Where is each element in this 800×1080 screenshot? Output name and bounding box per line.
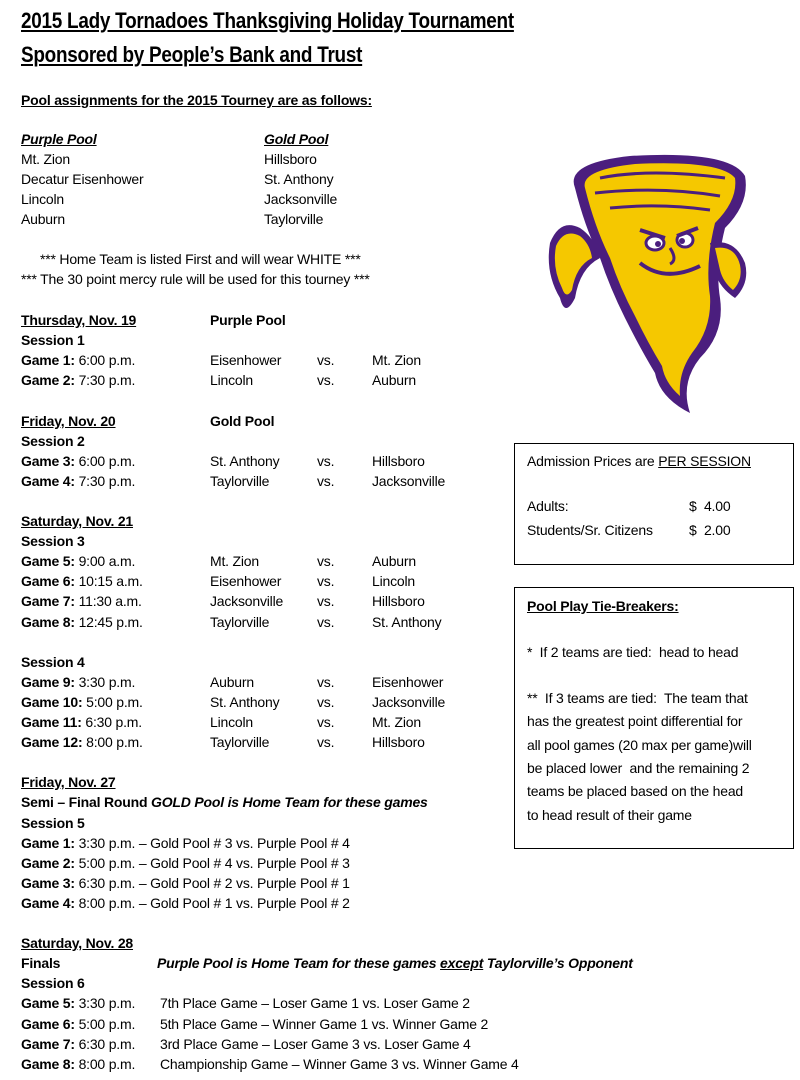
finals-label: Finals — [21, 955, 61, 971]
away-team: Mt. Zion — [372, 714, 421, 730]
day-heading: Friday, Nov. 27 — [21, 774, 116, 790]
pool-team: Lincoln — [21, 191, 64, 207]
pool-team: Decatur Eisenhower — [21, 171, 144, 187]
session-label: Session 5 — [21, 815, 85, 831]
session-label: Session 2 — [21, 433, 85, 449]
day-heading: Thursday, Nov. 19 — [21, 312, 137, 328]
tornado-body — [549, 155, 747, 413]
versus: vs. — [317, 714, 335, 730]
away-team: Jacksonville — [372, 473, 446, 489]
game-number: Game 1: — [21, 352, 75, 368]
finals-note — [157, 953, 633, 973]
home-team: Auburn — [210, 674, 254, 690]
game-desc: 5:00 p.m. – Gold Pool # 4 vs. Purple Pool # 3 — [78, 855, 350, 871]
title-line-2: Sponsored by People’s Bank and Trust — [21, 42, 363, 67]
game-time — [21, 712, 142, 732]
pool-name: Purple Pool — [21, 131, 97, 147]
versus: vs. — [317, 593, 335, 609]
game-time — [21, 370, 135, 390]
semi-game — [21, 833, 350, 853]
tornado-mascot-logo — [540, 148, 755, 420]
day-heading: Saturday, Nov. 21 — [21, 513, 134, 529]
session-label: Session 3 — [21, 533, 85, 549]
home-team: Mt. Zion — [210, 553, 259, 569]
away-team: St. Anthony — [372, 614, 442, 630]
final-game-desc: 3rd Place Game – Loser Game 3 vs. Loser Game 4 — [160, 1036, 471, 1052]
final-game-desc: 7th Place Game – Loser Game 1 vs. Loser Game 2 — [160, 995, 470, 1011]
pool-team: Auburn — [21, 211, 65, 227]
home-team: St. Anthony — [210, 453, 280, 469]
game-time-text: 7:30 p.m. — [78, 473, 136, 489]
game-number: Game 5: — [21, 553, 75, 569]
title-line-1: 2015 Lady Tornadoes Thanksgiving Holiday Tournament — [21, 8, 514, 33]
game-time — [21, 451, 135, 471]
rule-line: all pool games (20 max per game)will — [527, 736, 752, 753]
away-team: Eisenhower — [372, 674, 444, 690]
game-time — [21, 612, 143, 632]
home-team: Eisenhower — [210, 573, 282, 589]
game-time-text: 5:00 p.m. — [78, 1016, 136, 1032]
final-game-time — [21, 1054, 135, 1074]
session-label: Session 1 — [21, 332, 85, 348]
game-time-text: 6:00 p.m. — [78, 453, 136, 469]
home-team: Taylorville — [210, 473, 270, 489]
game-number: Game 4: — [21, 473, 75, 489]
versus: vs. — [317, 734, 335, 750]
note-text: Taylorville’s Opponent — [483, 955, 633, 971]
pool-team: Hillsboro — [264, 151, 317, 167]
versus: vs. — [317, 573, 335, 589]
versus: vs. — [317, 473, 335, 489]
game-number: Game 8: — [21, 614, 75, 630]
game-time — [21, 571, 143, 591]
home-team: Taylorville — [210, 734, 270, 750]
game-desc: 8:00 p.m. – Gold Pool # 1 vs. Purple Pool # 2 — [78, 895, 350, 911]
away-team: Jacksonville — [372, 694, 446, 710]
round-note: GOLD Pool is Home Team for these games — [151, 794, 428, 810]
versus: vs. — [317, 453, 335, 469]
game-number: Game 6: — [21, 1016, 75, 1032]
versus: vs. — [317, 614, 335, 630]
game-time-text: 7:30 p.m. — [78, 372, 136, 388]
away-team: Hillsboro — [372, 453, 425, 469]
game-time-text: 8:00 p.m. — [86, 734, 143, 750]
game-time — [21, 551, 135, 571]
note-text: Purple Pool is Home Team for these games — [157, 955, 441, 971]
pool-team: Mt. Zion — [21, 151, 70, 167]
away-team: Auburn — [372, 372, 416, 388]
pool-team: St. Anthony — [264, 171, 334, 187]
game-number: Game 7: — [21, 1036, 75, 1052]
home-team: Taylorville — [210, 614, 270, 630]
versus: vs. — [317, 553, 335, 569]
rule-line: be placed lower and the remaining 2 — [527, 759, 750, 776]
game-number: Game 10: — [21, 694, 83, 710]
rule-line: to head result of their game — [527, 806, 692, 823]
home-team: Lincoln — [210, 372, 253, 388]
game-time-text: 8:00 p.m. — [78, 1056, 136, 1072]
home-team: St. Anthony — [210, 694, 280, 710]
admission-prices-box — [514, 443, 794, 565]
game-time-text: 9:00 a.m. — [78, 553, 136, 569]
adults-label: Adults: — [527, 498, 569, 514]
game-number: Game 11: — [21, 714, 82, 730]
round-label: Semi – Final Round — [21, 794, 148, 810]
per-session-text: PER SESSION — [658, 453, 751, 469]
final-game-time — [21, 1014, 135, 1034]
home-team: Jacksonville — [210, 593, 284, 609]
versus: vs. — [317, 674, 335, 690]
mercy-rule-note: *** The 30 point mercy rule will be used for this tourney *** — [21, 271, 370, 287]
game-time — [21, 471, 135, 491]
versus: vs. — [317, 372, 335, 388]
versus: vs. — [317, 694, 335, 710]
game-time-text: 6:00 p.m. — [78, 352, 136, 368]
game-time — [21, 672, 135, 692]
final-game-time — [21, 1034, 135, 1054]
game-number: Game 3: — [21, 875, 75, 891]
game-time-text: 3:30 p.m. — [78, 674, 136, 690]
tie-breakers-box — [514, 587, 794, 849]
game-time-text: 12:45 p.m. — [78, 614, 143, 630]
admission-heading-text: Admission Prices are — [527, 453, 659, 469]
game-number: Game 3: — [21, 453, 75, 469]
tie-breakers-heading: Pool Play Tie-Breakers: — [527, 598, 679, 614]
game-number: Game 2: — [21, 372, 75, 388]
pool-name: Gold Pool — [264, 131, 329, 147]
game-time-text: 5:00 p.m. — [86, 694, 143, 710]
semi-game — [21, 893, 350, 913]
tie-breaker-rule-1: * If 2 teams are tied: head to head — [527, 644, 739, 660]
session-label: Session 4 — [21, 654, 85, 670]
note-except: except — [440, 955, 484, 971]
students-label: Students/Sr. Citizens — [527, 522, 653, 538]
game-time-text: 6:30 p.m. — [85, 714, 142, 730]
game-time-text: 6:30 p.m. — [78, 1036, 136, 1052]
game-number: Game 6: — [21, 573, 75, 589]
rule-line: has the greatest point differential for — [527, 713, 743, 730]
admission-heading — [527, 451, 751, 471]
day-pool: Purple Pool — [210, 312, 286, 328]
game-time — [21, 692, 143, 712]
game-time — [21, 350, 135, 370]
day-pool: Gold Pool — [210, 413, 275, 429]
semi-round — [21, 792, 428, 812]
final-game-time — [21, 993, 135, 1013]
rule-line: teams be placed based on the head — [527, 783, 744, 800]
game-number: Game 4: — [21, 895, 75, 911]
away-team: Mt. Zion — [372, 352, 421, 368]
home-team: Lincoln — [210, 714, 253, 730]
final-game-desc: 5th Place Game – Winner Game 1 vs. Winner Game 2 — [160, 1016, 489, 1032]
rule-line: ** If 3 teams are tied: The team that — [527, 690, 748, 706]
home-team-note: *** Home Team is listed First and will wear WHITE *** — [40, 251, 361, 267]
semi-game — [21, 873, 350, 893]
pool-assignments-heading: Pool assignments for the 2015 Tourney are as follows: — [21, 92, 372, 108]
away-team: Lincoln — [372, 573, 415, 589]
pool-team: Jacksonville — [264, 191, 338, 207]
game-number: Game 5: — [21, 995, 75, 1011]
semi-game — [21, 853, 350, 873]
game-number: Game 8: — [21, 1056, 75, 1072]
game-time-text: 3:30 p.m. — [78, 995, 136, 1011]
final-game-desc: Championship Game – Winner Game 3 vs. Winner Game 4 — [160, 1056, 519, 1072]
game-time-text: 10:15 a.m. — [78, 573, 143, 589]
away-team: Auburn — [372, 553, 416, 569]
day-heading: Friday, Nov. 20 — [21, 413, 116, 429]
day-heading: Saturday, Nov. 28 — [21, 935, 134, 951]
game-time — [21, 732, 143, 752]
game-number: Game 2: — [21, 855, 75, 871]
game-desc: 3:30 p.m. – Gold Pool # 3 vs. Purple Pool # 4 — [78, 835, 350, 851]
game-time-text: 11:30 a.m. — [78, 593, 142, 609]
session-label: Session 6 — [21, 975, 85, 991]
pool-team: Taylorville — [264, 211, 324, 227]
game-number: Game 1: — [21, 835, 75, 851]
home-team: Eisenhower — [210, 352, 282, 368]
versus: vs. — [317, 352, 335, 368]
game-number: Game 12: — [21, 734, 83, 750]
adults-price: $ 4.00 — [689, 498, 731, 514]
students-price: $ 2.00 — [689, 522, 731, 538]
away-team: Hillsboro — [372, 734, 425, 750]
game-number: Game 9: — [21, 674, 75, 690]
game-time — [21, 591, 142, 611]
away-team: Hillsboro — [372, 593, 425, 609]
game-number: Game 7: — [21, 593, 75, 609]
game-desc: 6:30 p.m. – Gold Pool # 2 vs. Purple Pool # 1 — [78, 875, 350, 891]
